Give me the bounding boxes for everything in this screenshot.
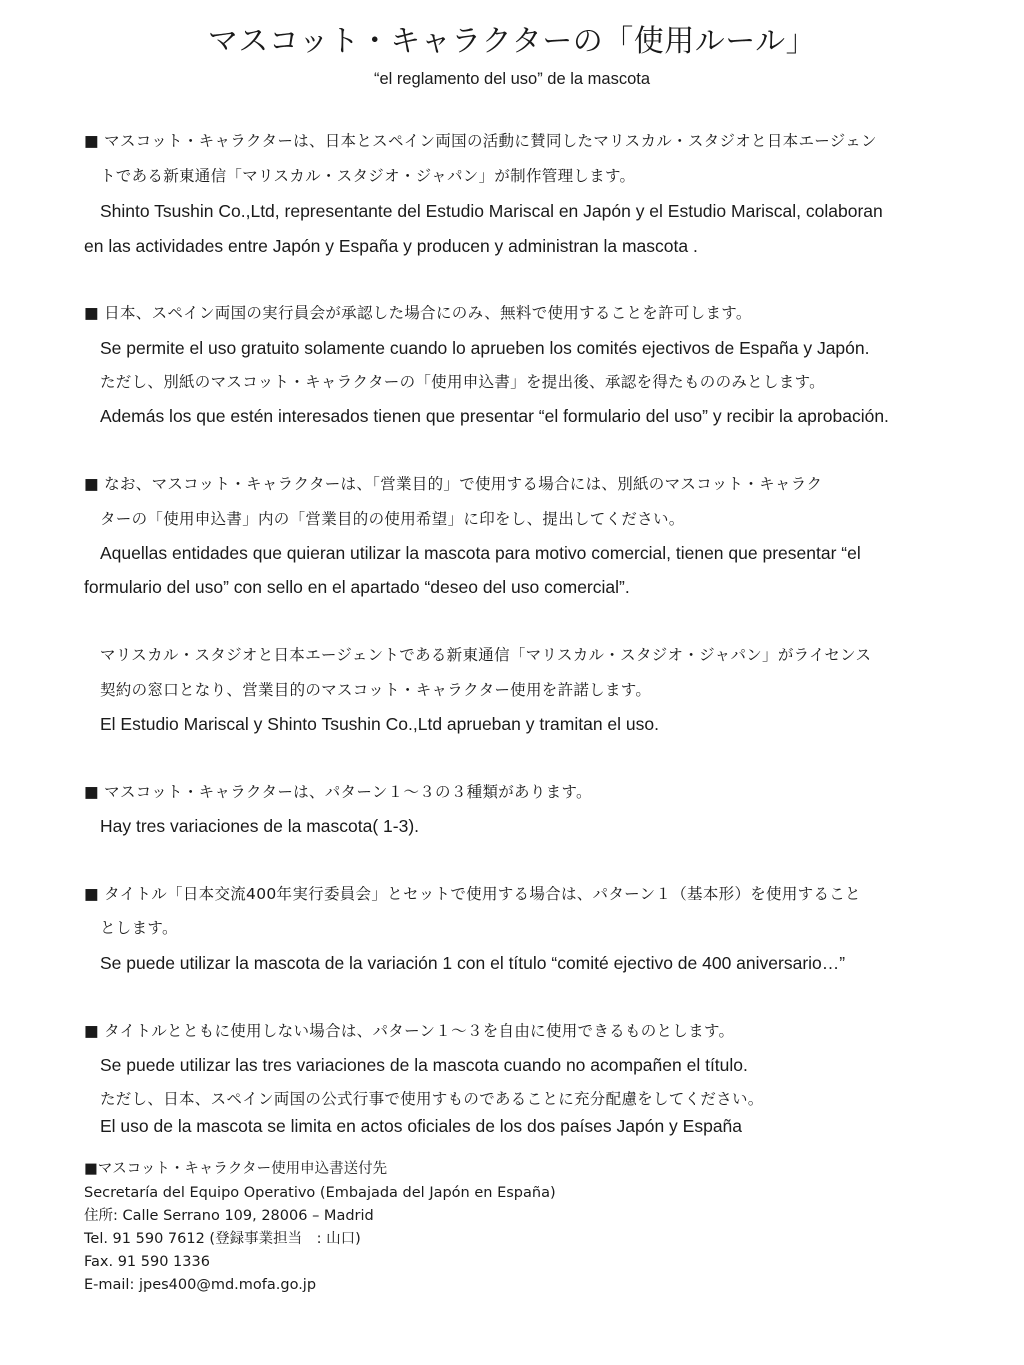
section-text: El uso de la mascota se limita en actos oficiales de los dos países Japón y España: [100, 1116, 743, 1136]
contact-organization: Secretaría del Equipo Operativo (Embajada del Japón en España): [84, 1185, 556, 1201]
section-text: Shinto Tsushin Co.,Ltd, representante del Estudio Mariscal en Japón y el Estudio Mariscal, colaboran: [100, 201, 883, 221]
page-title: マスコット・キャラクターの「使用ルール」: [207, 24, 817, 59]
section-text: en las actividades entre Japón y España y producen y administran la mascota .: [84, 236, 698, 256]
section-text: 契約の窓口となり、営業目的のマスコット・キャラクター使用を許諾します。: [100, 681, 652, 699]
section-heading: ■ タイトルとともに使用しない場合は、パターン１～３を自由に使用できるものとします。: [84, 1022, 735, 1040]
section-text: El Estudio Mariscal y Shinto Tsushin Co.,Ltd aprueban y tramitan el uso.: [100, 714, 659, 734]
section-text: Se puede utilizar la mascota de la variación 1 con el título “comité ejectivo de 400 aniversario…”: [100, 953, 846, 973]
contact-address: 住所: Calle Serrano 109, 28006 – Madrid: [84, 1208, 374, 1224]
section-text: Hay tres variaciones de la mascota( 1-3).: [100, 816, 420, 836]
section-text: ただし、別紙のマスコット・キャラクターの「使用申込書」を提出後、承認を得たもののみとします。: [100, 373, 825, 391]
section-text: Aquellas entidades que quieran utilizar la mascota para motivo comercial, tienen que presentar “el: [100, 543, 861, 563]
section-text: ただし、日本、スペイン両国の公式行事で使用すものであることに充分配慮をしてください。: [100, 1090, 764, 1108]
section-text: とします。: [100, 919, 178, 937]
contact-email[interactable]: E-mail: jpes400@md.mofa.go.jp: [84, 1277, 317, 1293]
contact-heading: ■マスコット・キャラクター使用申込書送付先: [84, 1161, 388, 1177]
section-heading: ■ 日本、スペイン両国の実行員会が承認した場合にのみ、無料で使用することを許可します。: [84, 304, 752, 322]
section-text: ターの「使用申込書」内の「営業目的の使用希望」に印をし、提出してください。: [100, 510, 685, 528]
section-heading: ■ マスコット・キャラクターは、パターン１～３の３種類があります。: [84, 783, 592, 801]
page-subtitle: “el reglamento del uso” de la mascota: [373, 70, 651, 88]
section-text: Además los que estén interesados tienen que presentar “el formulario del uso” y recibir la aprobación.: [100, 406, 889, 426]
contact-fax: Fax. 91 590 1336: [84, 1254, 210, 1270]
section-text: Se puede utilizar las tres variaciones de la mascota cuando no acompañen el título.: [100, 1055, 748, 1075]
section-heading: ■ タイトル「日本交流400年実行委員会」とセットで使用する場合は、パターン１（基本形）を使用すること: [84, 885, 861, 903]
section-text: Se permite el uso gratuito solamente cuando lo aprueben los comités ejectivos de España y Japón.: [100, 338, 870, 358]
section-text: formulario del uso” con sello en el apartado “deseo del uso comercial”.: [84, 577, 630, 597]
section-heading: ■ なお、マスコット・キャラクターは、「営業目的」で使用する場合には、別紙のマスコット・キャラク: [84, 475, 823, 493]
section-heading: ■ マスコット・キャラクターは、日本とスペイン両国の活動に賛同したマリスカル・スタジオと日本エージェン: [84, 132, 877, 150]
contact-phone: Tel. 91 590 7612 (登録事業担当 : 山口): [84, 1231, 361, 1247]
section-text: トである新東通信「マリスカル・スタジオ・ジャパン」が制作管理します。: [100, 167, 636, 185]
section-text: マリスカル・スタジオと日本エージェントである新東通信「マリスカル・スタジオ・ジャパン」がライセンス: [100, 646, 872, 664]
